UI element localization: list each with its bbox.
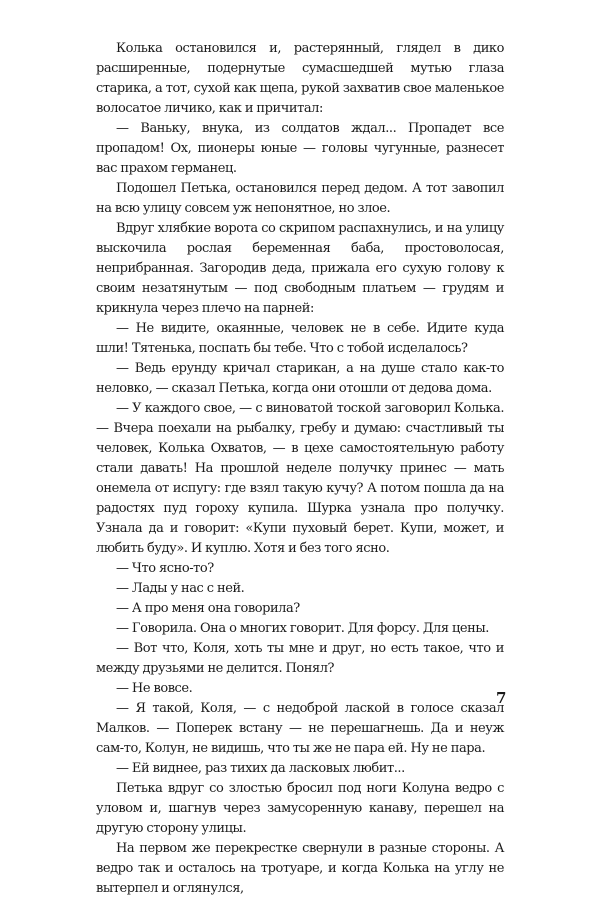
paragraph: На первом же перекрестке свернули в разные стороны. А ведро так и осталось на тротуаре, и когда Колька на углу не вытерпел и оглянулся, — [96, 841, 504, 896]
paragraph: — У каждого свое, — с виноватой тоской заговорил Колька. — Вчера поехали на рыбалку, гребу и думаю: счастливый ты человек, Колька Охватов, — в цехе самостоятельную работу стали давать! На прошлой неделе получку принес — мать онемела от испугу: где взял такую кучу? А потом пошла да на радостях пуд гороху купила. Шурка узнала про получку. Узнала да и говорит: «Купи пуховый берет. Купи, может, и любить буду». И куплю. Хотя и без того ясно. — [96, 401, 504, 556]
paragraph: — Я такой, Коля, — с недоброй лаской в голосе сказал Малков. — Поперек встану — не перешагнешь. Да и неуж сам-то, Колун, не видишь, что ты же не пара ей. Ну не пара. — [96, 701, 504, 756]
paragraph: Подошел Петька, остановился перед дедом. А тот завопил на всю улицу совсем уж непонятное, но злое. — [96, 181, 504, 216]
paragraph: Вдруг хлябкие ворота со скрипом распахнулись, и на улицу выскочила рослая беременная баба, простоволосая, неприбранная. Загородив деда, прижала его сухую голову к своим незатянутым — под свободным платьем — грудям и крикнула через плечо на парней: — [96, 221, 504, 316]
paragraph: — А про меня она говорила? — [116, 601, 300, 616]
page-body — [96, 39, 507, 899]
paragraph: — Вот что, Коля, хоть ты мне и друг, но есть такое, что и между друзьями не делится. Понял? — [96, 641, 504, 676]
paragraph: Колька остановился и, растерянный, глядел в дико расширенные, подернутые сумасшедшей мутью глаза старика, а тот, сухой как щепа, рукой захватив свое маленькое волосатое личико, как и причитал: — [96, 41, 504, 116]
paragraph: — Ваньку, внука, из солдатов ждал... Пропадет все пропадом! Ох, пионеры юные — головы чугунные, разнесет вас прахом германец. — [96, 121, 504, 176]
paragraph: — Лады у нас с ней. — [116, 581, 245, 596]
paragraph: — Не видите, окаянные, человек не в себе. Идите куда шли! Тятенька, поспать бы тебе. Что с тобой исделалось? — [96, 321, 504, 356]
paragraph: — Не вовсе. — [116, 681, 193, 696]
paragraph: — Ведь ерунду кричал старикан, а на душе стало как-то неловко, — сказал Петька, когда они отошли от дедова дома. — [96, 361, 504, 396]
paragraph: Петька вдруг со злостью бросил под ноги Колуна ведро с уловом и, шагнув через замусоренную канаву, перешел на другую сторону улицы. — [96, 781, 504, 836]
paragraph: — Что ясно-то? — [116, 561, 214, 576]
page-number: 7 — [496, 689, 507, 707]
paragraph: — Ей виднее, раз тихих да ласковых любит... — [116, 761, 405, 776]
paragraph: — Говорила. Она о многих говорит. Для форсу. Для цены. — [116, 621, 489, 636]
